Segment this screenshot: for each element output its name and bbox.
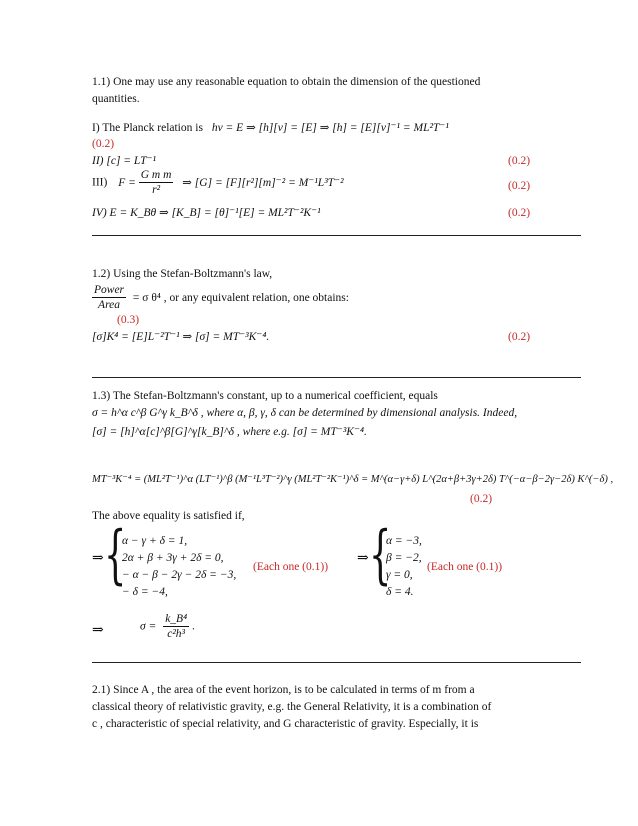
s13-intro: 1.3) The Stefan-Boltzmann's constant, up to a numerical coefficient, equals — [92, 390, 438, 402]
s11-boltzmann-row: IV) E = K_Bθ ⇒ [K_B] = [θ]⁻¹[E] = ML²T⁻²K⁻¹ — [92, 207, 321, 219]
s12-law-fraction — [92, 283, 126, 313]
s13-system1-mark: (Each one (0.1)) — [253, 561, 329, 573]
s21-line-1: 2.1) Since A , the area of the event horizon, is to be calculated in terms of m from a — [92, 684, 475, 696]
s13-system2-arrow: ⇒ — [357, 551, 369, 566]
s12-law-denominator: Area — [98, 299, 120, 312]
s11-planck-equation: hν = E ⇒ [h][ν] = [E] ⇒ [h] = [E][ν]⁻¹ = ML²T⁻¹ — [211, 122, 449, 134]
s13-final-denominator: c²h³ — [167, 628, 185, 641]
s11-intro-line-1: 1.1) One may use any reasonable equation to obtain the dimension of the questioned — [92, 76, 481, 88]
s11-gravity-fraction — [139, 168, 174, 198]
s13-system2-eq-4: δ = 4. — [386, 586, 414, 598]
s13-system1-eq-4: − δ = −4, — [122, 586, 168, 598]
s21-line-2: classical theory of relativistic gravity, e.g. the General Relativity, it is a combination of — [92, 701, 492, 713]
s13-big-equation: MT⁻³K⁻⁴ = (ML²T⁻¹)^α (LT⁻¹)^β (M⁻¹L³T⁻²)^γ (ML²T⁻²K⁻¹)^δ = M^(α−γ+δ) L^(2α+β+3γ+2δ) T^(−α−β−2γ−2δ) K^(−δ) , — [92, 474, 614, 485]
s13-final-fraction — [163, 612, 189, 642]
s13-final-lhs: σ = — [140, 620, 157, 633]
s12-mark-mid: (0.3) — [117, 314, 140, 326]
s13-system2-eq-3: γ = 0, — [386, 569, 413, 581]
s11-gravity-denominator: r² — [152, 184, 161, 197]
s13-system2-brace: { — [369, 518, 392, 592]
s11-gravity-row: III) F = $\frac{\text{G m m}}{\text{r²}}$ ⇒ [G] = [F][r²][m]⁻² = M⁻¹L³T⁻² — [92, 169, 344, 197]
section-divider-3 — [92, 662, 581, 663]
s13-system1-eq-1: α − γ + δ = 1, — [122, 535, 188, 547]
s12-result: [σ]K⁴ = [E]L⁻²T⁻¹ ⇒ [σ] = MT⁻³K⁻⁴. — [92, 331, 270, 343]
s11-intro-line-2: quantities. — [92, 93, 140, 105]
s21-line-3: c , characteristic of special relativity, and G characteristic of gravity. Especially, it is — [92, 718, 479, 730]
s13-system1-eq-2: 2α + β + 3γ + 2δ = 0, — [122, 552, 224, 564]
section-divider-2 — [92, 377, 581, 378]
s13-final-row: σ = $\frac{\text{k\_B⁴}}{\text{c²h³}}$ . — [140, 613, 195, 641]
s13-final-arrow: ⇒ — [92, 623, 104, 638]
s11-speed-of-light-mark: (0.2) — [508, 155, 531, 167]
s13-system1-arrow: ⇒ — [92, 551, 104, 566]
s13-final-numerator: k_B⁴ — [163, 612, 189, 627]
s13-line-2: σ = h^α c^β G^γ k_B^δ , where α, β, γ, δ can be determined by dimensional analysis. Indeed, — [92, 407, 518, 419]
s11-gravity-result: ⇒ [G] = [F][r²][m]⁻² = M⁻¹L³T⁻² — [182, 176, 344, 189]
s11-boltzmann-mark: (0.2) — [508, 207, 531, 219]
s13-system1-eq-3: − α − β − 2γ − 2δ = −3, — [122, 569, 237, 581]
s12-result-mark: (0.2) — [508, 331, 531, 343]
s11-gravity-label: III) — [92, 176, 108, 189]
s11-planck-mark: (0.2) — [92, 138, 115, 150]
s13-system2-eq-2: β = −2, — [386, 552, 422, 564]
s12-law-row — [92, 283, 349, 313]
s13-big-equation-mark: (0.2) — [470, 493, 493, 505]
s13-system1-brace: { — [104, 518, 127, 592]
s11-planck-row — [92, 121, 449, 135]
s13-satisfied: The above equality is satisfied if, — [92, 510, 245, 522]
s11-speed-of-light-row: II) [c] = LT⁻¹ — [92, 155, 157, 167]
s13-system2-eq-1: α = −3, — [386, 535, 422, 547]
s11-gravity-mark: (0.2) — [508, 180, 531, 192]
s12-intro: 1.2) Using the Stefan-Boltzmann's law, — [92, 268, 273, 280]
section-divider-1 — [92, 235, 581, 236]
s12-law-numerator: Power — [92, 283, 126, 298]
s12-law-rest: = σ θ⁴ , or any equivalent relation, one obtains: — [132, 291, 349, 304]
s13-system2-mark: (Each one (0.1)) — [427, 561, 503, 573]
s11-gravity-numerator: G m m — [139, 168, 174, 183]
s13-line-3: [σ] = [h]^α[c]^β[G]^γ[k_B]^δ , where e.g. [σ] = MT⁻³K⁻⁴. — [92, 426, 367, 438]
s11-planck-label: I) The Planck relation is — [92, 122, 203, 134]
